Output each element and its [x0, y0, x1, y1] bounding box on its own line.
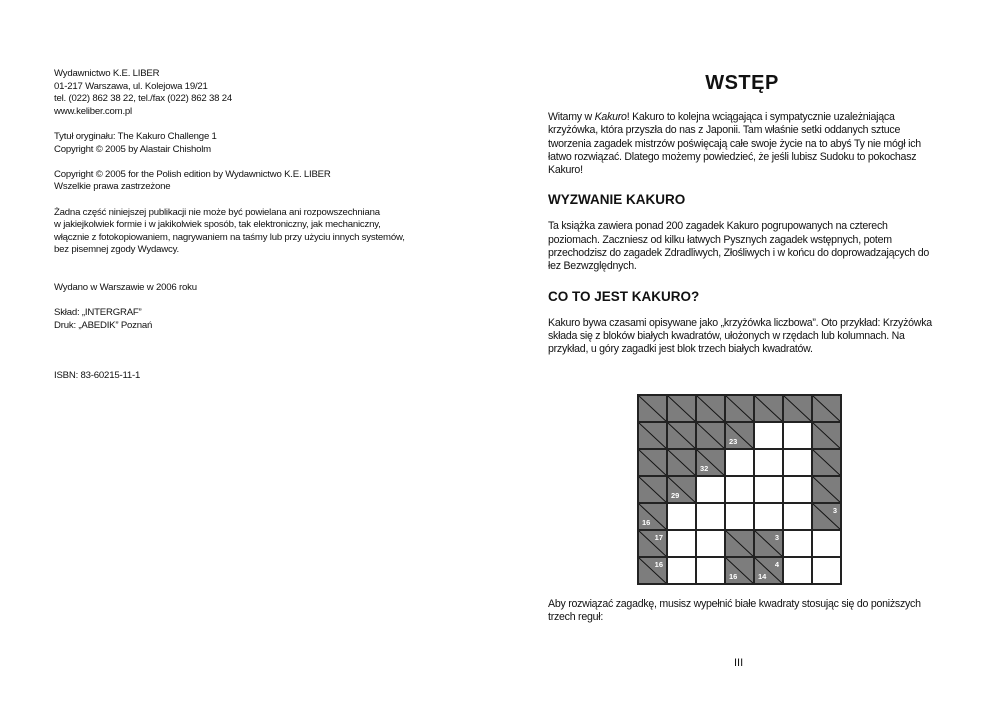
publisher-line: www.keliber.com.pl	[54, 105, 132, 117]
print-line: Druk: „ABEDIK” Poznań	[54, 319, 153, 331]
kakuro-blocked-cell	[638, 476, 667, 503]
diagonal-divider-icon	[639, 450, 667, 476]
publisher-line: tel. (022) 862 38 22, tel./fax (022) 862 38 24	[54, 93, 233, 105]
kakuro-clue-cell	[812, 503, 841, 530]
kakuro-white-cell	[783, 476, 812, 503]
kakuro-example-grid	[637, 394, 842, 585]
diagonal-divider-icon	[697, 396, 725, 422]
diagonal-divider-icon	[813, 423, 841, 449]
kakuro-white-cell	[754, 449, 783, 476]
original-line: Tytuł oryginału: The Kakuro Challenge 1	[54, 130, 217, 142]
rights-block	[54, 207, 454, 257]
kakuro-white-cell	[725, 449, 754, 476]
diagonal-divider-icon	[726, 396, 754, 422]
publisher-line: 01-217 Warszawa, ul. Kolejowa 19/21	[54, 80, 208, 92]
right-page-intro	[548, 66, 936, 357]
clue-across-sum: 3	[832, 506, 837, 515]
kakuro-clue-cell	[667, 476, 696, 503]
diagonal-divider-icon	[813, 477, 841, 503]
diagonal-divider-icon	[813, 450, 841, 476]
kakuro-clue-cell	[725, 422, 754, 449]
isbn-block	[54, 370, 454, 383]
kakuro-clue-cell	[638, 530, 667, 557]
kakuro-white-cell	[725, 503, 754, 530]
kakuro-blocked-cell	[812, 476, 841, 503]
rights-line: bez pisemnej zgody Wydawcy.	[54, 244, 179, 256]
kakuro-clue-cell	[754, 557, 783, 584]
kakuro-blocked-cell	[667, 449, 696, 476]
kakuro-white-cell	[783, 530, 812, 557]
clue-down-sum: 32	[700, 464, 709, 473]
kakuro-white-cell	[783, 422, 812, 449]
diagonal-divider-icon	[697, 423, 725, 449]
clue-across-sum: 4	[774, 560, 779, 569]
intro-text-start: Witamy w	[548, 111, 595, 123]
original-line: Copyright © 2005 by Alastair Chisholm	[54, 143, 211, 155]
kakuro-white-cell	[667, 503, 696, 530]
rights-line: w jakiejkolwiek formie i w jakikolwiek sposób, tak elektroniczny, jak mechaniczny,	[54, 219, 381, 231]
kakuro-blocked-cell	[696, 422, 725, 449]
diagonal-divider-icon	[668, 396, 696, 422]
clue-down-sum: 23	[729, 437, 738, 446]
kakuro-blocked-cell	[638, 395, 667, 422]
copyright-line: Copyright © 2005 for the Polish edition by Wydawnictwo K.E. LIBER	[54, 168, 331, 180]
diagonal-divider-icon	[639, 477, 667, 503]
clue-down-sum: 14	[758, 572, 767, 581]
what-is-paragraph: Kakuro bywa czasami opisywane jako „krzyżówka liczbowa”. Oto przykład: Krzyżówka składa się z bloków białych kwadratów, ułożonych w rzędach lub kolumnach. Na przykład, u góry zagadki jest blok trzech białych kwadratów.	[548, 316, 932, 356]
kakuro-white-cell	[754, 503, 783, 530]
diagonal-divider-icon	[668, 423, 696, 449]
kakuro-white-cell	[812, 530, 841, 557]
kakuro-grid-cells	[637, 394, 842, 585]
section-heading-what-is: CO TO JEST KAKURO?	[548, 288, 700, 304]
intro-paragraph	[548, 111, 936, 177]
kakuro-white-cell	[667, 557, 696, 584]
copyright-line: Wszelkie prawa zastrzeżone	[54, 181, 171, 193]
published-block	[54, 282, 454, 295]
publisher-block	[54, 68, 454, 118]
published-line: Wydano w Warszawie w 2006 roku	[54, 281, 197, 293]
print-line: Skład: „INTERGRAF”	[54, 307, 142, 319]
diagonal-divider-icon	[726, 531, 754, 557]
clue-across-sum: 17	[654, 533, 663, 542]
kakuro-blocked-cell	[696, 395, 725, 422]
clue-across-sum: 16	[654, 560, 663, 569]
kakuro-white-cell	[754, 476, 783, 503]
original-title-block	[54, 131, 454, 156]
kakuro-white-cell	[696, 530, 725, 557]
rules-paragraph: Aby rozwiązać zagadkę, musisz wypełnić białe kwadraty stosując się do poniższych trzech reguł:	[548, 598, 921, 624]
diagonal-divider-icon	[755, 396, 783, 422]
diagonal-divider-icon	[639, 396, 667, 422]
publisher-line: Wydawnictwo K.E. LIBER	[54, 68, 160, 79]
kakuro-white-cell	[696, 476, 725, 503]
diagonal-divider-icon	[813, 396, 841, 422]
kakuro-blocked-cell	[725, 530, 754, 557]
rights-line: Żadna część niniejszej publikacji nie może być powielana ani rozpowszechniana	[54, 206, 380, 218]
kakuro-white-cell	[725, 476, 754, 503]
kakuro-blocked-cell	[667, 395, 696, 422]
challenge-paragraph: Ta książka zawiera ponad 200 zagadek Kakuro pogrupowanych na czterech poziomach. Zaczniesz od kilku łatwych Pysznych zagadek wstępnych, potem przechodzisz do zagadek Zdradliwych, Złośliwych i w końcu do doprowadzających do łez Bezwzględnych.	[548, 220, 929, 273]
diagonal-divider-icon	[784, 396, 812, 422]
clue-down-sum: 16	[642, 518, 651, 527]
kakuro-white-cell	[783, 503, 812, 530]
kakuro-white-cell	[696, 503, 725, 530]
page-number: III	[734, 657, 744, 669]
intro-text-rest: ! Kakuro to kolejna wciągająca i sympatycznie uzależniająca krzyżówka, która przyszła do nas z Japonii. Tam właśnie setki oddanych sztuce tworzenia zagadek mistrzów poświęcają całe swoje życie na to abyś Ty nie mógł ich łatwo rozwiązać. Dlatego możemy powiedzieć, że jeśli lubisz Sudoku to pokochasz Kakuro!	[548, 111, 921, 177]
polish-copyright-block	[54, 169, 454, 194]
left-page-imprint	[54, 68, 454, 395]
kakuro-white-cell	[754, 422, 783, 449]
kakuro-clue-cell	[696, 449, 725, 476]
rights-line: włącznie z fotokopiowaniem, nagrywaniem na taśmy lub przy użyciu innych systemów,	[54, 231, 405, 243]
kakuro-clue-cell	[725, 557, 754, 584]
section-heading-challenge: WYZWANIE KAKURO	[548, 192, 686, 208]
kakuro-white-cell	[812, 557, 841, 584]
kakuro-blocked-cell	[812, 449, 841, 476]
kakuro-blocked-cell	[725, 395, 754, 422]
kakuro-blocked-cell	[783, 395, 812, 422]
clue-across-sum: 3	[774, 533, 779, 542]
kakuro-blocked-cell	[667, 422, 696, 449]
kakuro-white-cell	[667, 530, 696, 557]
rules-intro	[548, 598, 936, 625]
kakuro-clue-cell	[638, 557, 667, 584]
isbn: ISBN: 83-60215-11-1	[54, 370, 141, 382]
kakuro-white-cell	[783, 557, 812, 584]
kakuro-blocked-cell	[638, 422, 667, 449]
kakuro-blocked-cell	[812, 422, 841, 449]
page-title: WSTĘP	[705, 72, 779, 94]
diagonal-divider-icon	[668, 450, 696, 476]
kakuro-clue-cell	[754, 530, 783, 557]
print-block	[54, 307, 454, 332]
clue-down-sum: 16	[729, 572, 738, 581]
clue-down-sum: 29	[671, 491, 680, 500]
intro-emphasis: Kakuro	[594, 111, 627, 123]
kakuro-clue-cell	[638, 503, 667, 530]
kakuro-blocked-cell	[638, 449, 667, 476]
kakuro-blocked-cell	[754, 395, 783, 422]
diagonal-divider-icon	[639, 423, 667, 449]
kakuro-white-cell	[783, 449, 812, 476]
kakuro-white-cell	[696, 557, 725, 584]
kakuro-blocked-cell	[812, 395, 841, 422]
